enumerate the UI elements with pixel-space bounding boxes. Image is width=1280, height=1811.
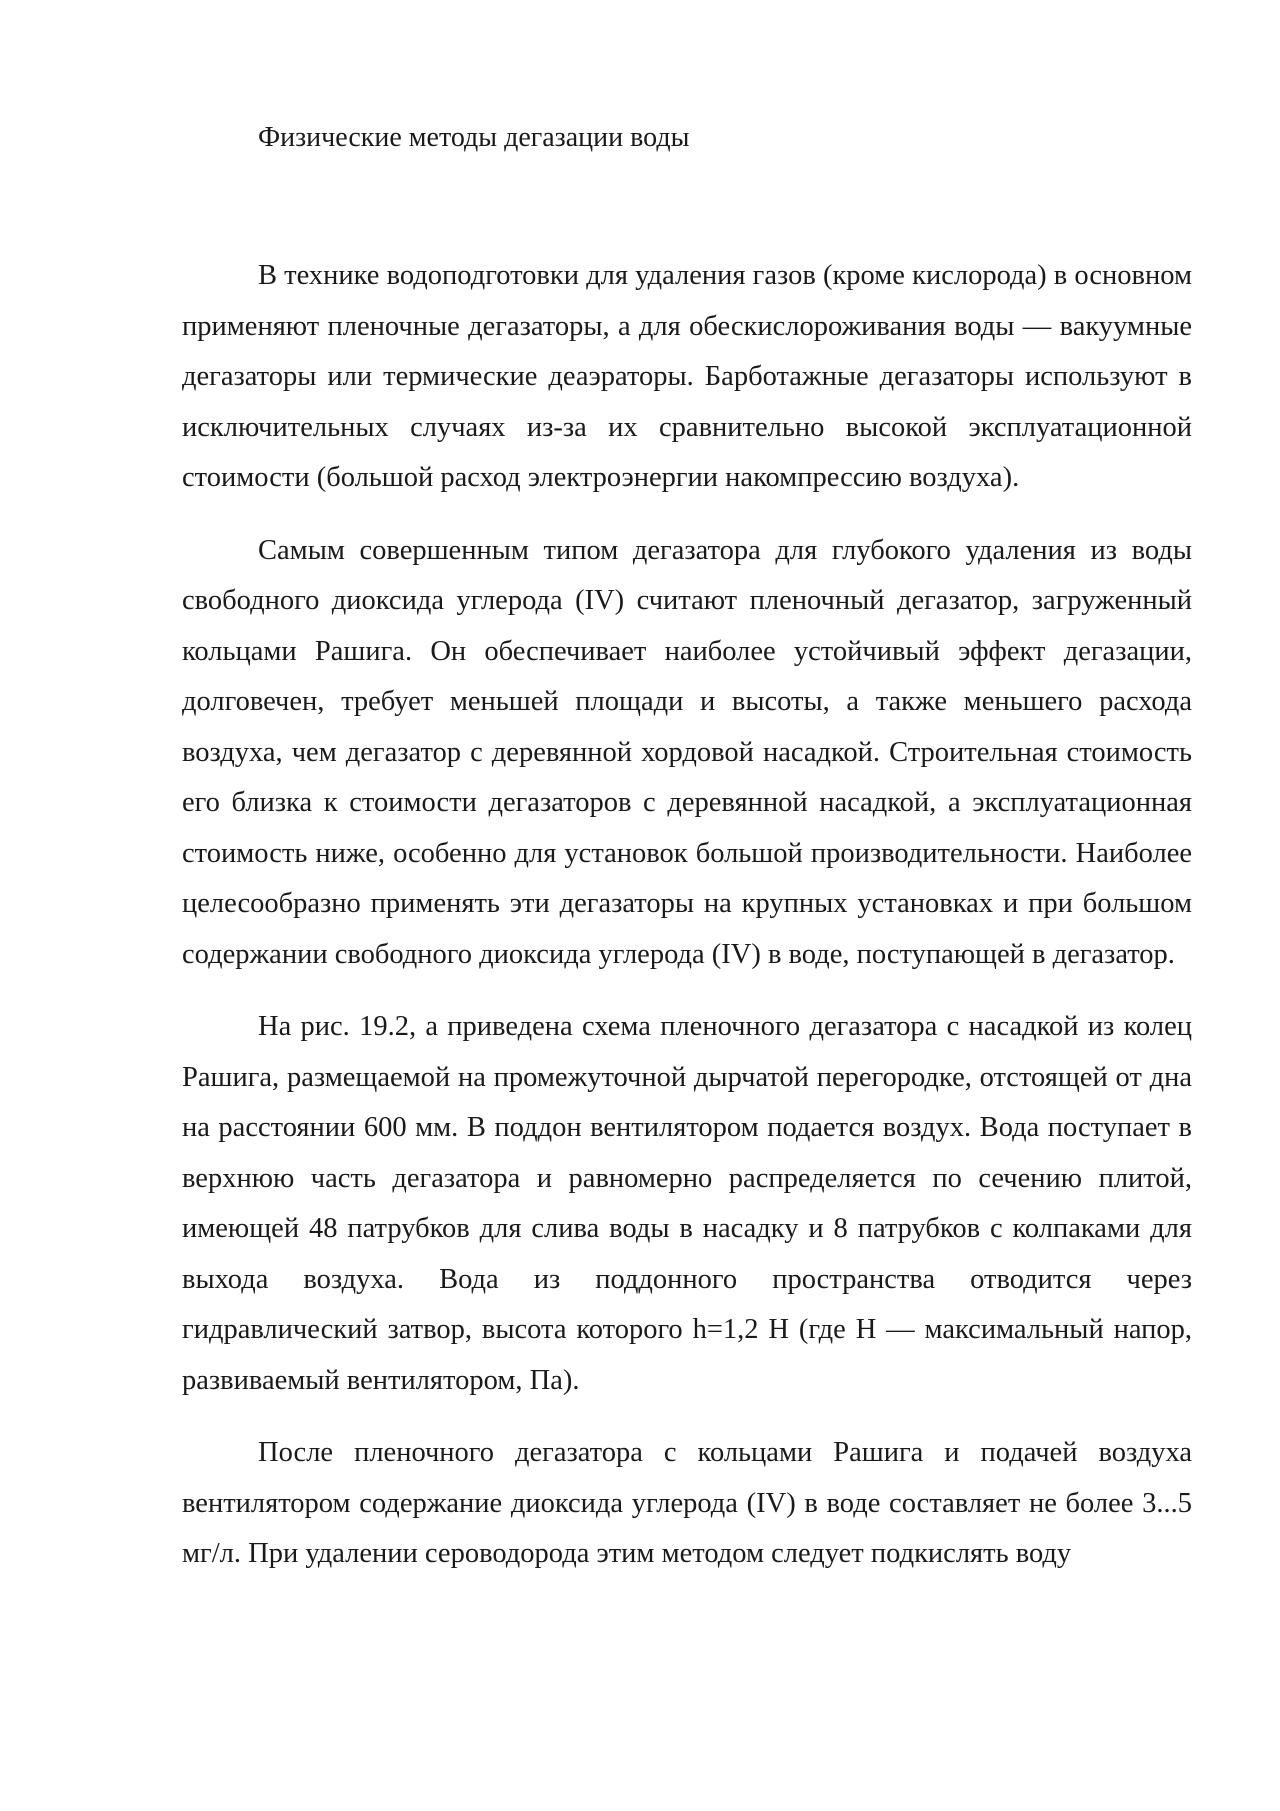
paragraph-3: На рис. 19.2, а приведена схема пленочного дегазатора с насадкой из колец Рашига, размещаемой на промежуточной дырчатой перегородке, отстоящей от дна на расстоянии 600 мм. В поддон вентилятором подается воздух. Вода поступает в верхнюю часть дегазатора и равномерно распределяется по сечению плитой, имеющей 48 патрубков для слива воды в насадку и 8 патрубков с колпаками для выхода воздуха. Вода из поддонного пространства отводится через гидравлический затвор, высота которого h=1,2 Н (где Н — максимальный напор, развиваемый вентилятором, Па). (182, 1011, 1192, 1396)
page-title: Физические методы дегазации воды (258, 122, 690, 153)
paragraph-4: После пленочного дегазатора с кольцами Рашига и подачей воздуха вентилятором содержание диоксида углерода (IV) в воде составляет не более 3...5 мг/л. При удалении сероводорода этим методом следует подкислять воду (182, 1437, 1192, 1569)
document-body (182, 251, 1192, 1602)
paragraph-1: В технике водоподготовки для удаления газов (кроме кислорода) в основном применяют пленочные дегазаторы, а для обескислороживания воды — вакуумные дегазаторы или термические деаэраторы. Барботажные дегазаторы используют в исключительных случаях из-за их сравнительно высокой эксплуатационной стоимости (большой расход электроэнергии накомпрессию воздуха). (182, 260, 1192, 493)
paragraph-2: Самым совершенным типом дегазатора для глубокого удаления из воды свободного диоксида углерода (IV) считают пленочный дегазатор, загруженный кольцами Рашига. Он обеспечивает наиболее устойчивый эффект дегазации, долговечен, требует меньшей площади и высоты, а также меньшего расхода воздуха, чем дегазатор с деревянной хордовой насадкой. Строительная стоимость его близка к стоимости дегазаторов с деревянной насадкой, а эксплуатационная стоимость ниже, особенно для установок большой производительности. Наиболее целесообразно применять эти дегазаторы на крупных установках и при большом содержании свободного диоксида углерода (IV) в воде, поступающей в дегазатор. (182, 534, 1192, 970)
